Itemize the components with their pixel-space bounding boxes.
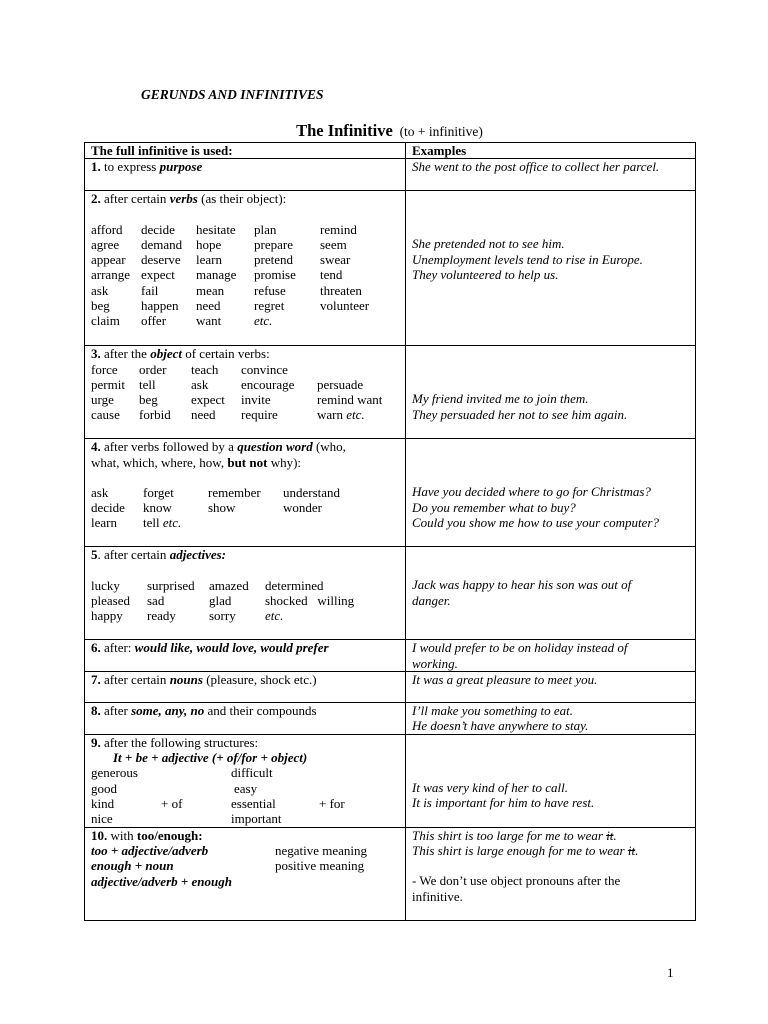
rule-keyword: purpose: [159, 159, 203, 175]
table-row: [85, 346, 696, 439]
word-item: appear: [91, 252, 126, 268]
rule-number: 9.: [91, 734, 101, 750]
word-item: prepare: [254, 236, 293, 252]
word-item: force: [91, 361, 118, 377]
rule-text: after: [100, 702, 132, 718]
example-cell: [406, 547, 696, 640]
word-item: convince: [241, 361, 288, 377]
rule-cell: [85, 734, 406, 827]
rule-text: of certain verbs:: [181, 346, 270, 362]
rule-text: what, which, where, how,: [91, 454, 228, 470]
word-item: remind want: [317, 392, 383, 408]
example-line: Have you decided where to go for Christmas?: [412, 484, 651, 500]
word-item: plan: [254, 221, 277, 237]
adjective-word: difficult: [231, 765, 273, 781]
adjective-word: good: [91, 780, 117, 796]
example-line: He doesn’t have anywhere to stay.: [412, 718, 589, 734]
preposition-label: + of: [161, 796, 183, 812]
rule-keyword: question word: [237, 439, 313, 455]
word-item: teach: [191, 361, 219, 377]
word-item: decide: [91, 500, 125, 516]
word-item: offer: [141, 313, 167, 329]
word-item: remind: [320, 221, 357, 237]
rule-text: after the: [100, 346, 151, 362]
rule-keyword: verbs: [169, 191, 198, 207]
word-item: claim: [91, 313, 120, 329]
rule-text: (pleasure, shock etc.): [202, 671, 317, 687]
rule-number: 8.: [91, 702, 101, 718]
example-line: It is important for him to have rest.: [412, 795, 595, 811]
word-item: glad: [209, 592, 232, 608]
word-item: amazed: [209, 577, 249, 593]
word-item: volunteer: [320, 298, 370, 314]
word-item: warn etc.: [317, 407, 365, 423]
adjective-word-list: [91, 578, 399, 624]
word-item: remember: [208, 484, 261, 500]
word-item: surprised: [147, 577, 195, 593]
word-item: ask: [91, 484, 109, 500]
table-row: [85, 439, 696, 547]
word-item: expect: [141, 267, 175, 283]
rule-number: 5: [91, 547, 98, 563]
word-item: mean: [196, 282, 225, 298]
title-main: The Infinitive: [296, 121, 393, 140]
example-cell: [406, 439, 696, 547]
page-number: 1: [667, 965, 674, 980]
page-title: [84, 123, 695, 139]
rule-number: 6.: [91, 640, 101, 656]
table-row: [85, 734, 696, 827]
word-item: hesitate: [196, 221, 236, 237]
word-item: regret: [254, 298, 285, 314]
word-item: refuse: [254, 282, 286, 298]
table-row: [85, 702, 696, 734]
note-line: infinitive.: [412, 888, 463, 904]
example-line: Could you show me how to use your computer?: [412, 514, 659, 530]
adjective-word: generous: [91, 765, 138, 781]
example-line: Do you remember what to buy?: [412, 499, 576, 515]
adjective-word: easy: [234, 780, 258, 796]
adjective-word: essential: [231, 796, 276, 812]
title-sub: (to + infinitive): [399, 124, 483, 139]
rule-text: (as their object):: [197, 191, 287, 207]
word-item: fail: [141, 282, 159, 298]
word-item: order: [139, 361, 167, 377]
header-usage: The full infinitive is used:: [85, 143, 406, 159]
example-cell: [406, 671, 696, 702]
example-cell: [406, 346, 696, 439]
adjective-word: kind: [91, 796, 115, 812]
header-examples: Examples: [406, 143, 696, 159]
rule-number: 4.: [91, 439, 101, 455]
word-item: [317, 362, 387, 377]
verb-word-list: [91, 485, 399, 531]
rule-number: 10.: [91, 827, 108, 843]
example-line: She pretended not to see him.: [412, 236, 565, 252]
infinitive-table: [84, 142, 696, 921]
example-cell: [406, 827, 696, 920]
structure-formula: adjective/adverb + enough: [91, 873, 232, 889]
word-item: encourage: [241, 376, 295, 392]
rule-cell: [85, 159, 406, 191]
word-item: lucky: [91, 577, 120, 593]
word-item: sad: [147, 592, 165, 608]
word-item: forget: [143, 484, 174, 500]
word-item: threaten: [320, 282, 362, 298]
struck-pronoun: it: [606, 827, 614, 843]
struck-pronoun: it: [627, 843, 636, 859]
table-row: [85, 191, 696, 346]
word-item: demand: [141, 236, 183, 252]
example-cell: [406, 734, 696, 827]
example-line: I’ll make you something to eat.: [412, 702, 574, 718]
example-line: danger.: [412, 592, 451, 608]
word-item: beg: [91, 298, 110, 314]
rule-cell: [85, 640, 406, 672]
word-item: understand: [283, 484, 341, 500]
word-item: tell: [139, 376, 156, 392]
rule-cell: [85, 547, 406, 640]
meaning-label: positive meaning: [275, 858, 365, 874]
rule-number: 1.: [91, 159, 101, 175]
word-item: ready: [147, 608, 176, 624]
example-line: I would prefer to be on holiday instead of: [412, 640, 628, 656]
rule-cell: [85, 191, 406, 346]
rule-keyword: adjectives:: [169, 547, 226, 563]
word-item: shocked willing: [265, 592, 355, 608]
rule-cell: [85, 827, 406, 920]
word-item: learn: [91, 515, 117, 531]
word-item: happy: [91, 608, 123, 624]
rule-number: 2.: [91, 191, 101, 207]
rule-text: after certain: [100, 191, 170, 207]
rule-keyword: but not: [227, 454, 268, 470]
structure-formula: too + adjective/adverb: [91, 843, 209, 859]
word-item: pretend: [254, 252, 293, 268]
example-line: It was very kind of her to call.: [412, 779, 568, 795]
example-line: My friend invited me to join them.: [412, 391, 589, 407]
word-item: permit: [91, 376, 125, 392]
word-item: need: [196, 298, 221, 314]
rule-text: after the following structures:: [100, 734, 259, 750]
rule-text: after verbs followed by a: [100, 439, 238, 455]
word-item: learn: [196, 252, 222, 268]
example-line: She went to the post office to collect her parcel.: [412, 159, 660, 175]
word-item: arrange: [91, 267, 130, 283]
rule-text: why):: [267, 454, 302, 470]
word-item: [208, 515, 283, 530]
rule-keyword: would like, would love, would prefer: [134, 640, 329, 656]
rule-keyword: some, any, no: [131, 702, 205, 718]
word-item: [320, 313, 380, 328]
word-item: decide: [141, 221, 175, 237]
word-item: ask: [91, 282, 109, 298]
rule-cell: [85, 702, 406, 734]
meaning-label: negative meaning: [275, 843, 368, 859]
rule-text: after certain: [100, 671, 170, 687]
word-item: seem: [320, 236, 347, 252]
rule-cell: [85, 439, 406, 547]
rule-text: and their compounds: [204, 702, 317, 718]
rule-cell: [85, 346, 406, 439]
word-item: require: [241, 407, 278, 423]
adjective-word: nice: [91, 811, 113, 827]
example-cell: [406, 191, 696, 346]
table-row: [85, 671, 696, 702]
note-line: - We don’t use object pronouns after the: [412, 873, 621, 889]
example-cell: [406, 159, 696, 191]
word-item: want: [196, 313, 222, 329]
rule-number: 3.: [91, 346, 101, 362]
word-item: know: [143, 500, 172, 516]
example-line: They volunteered to help us.: [412, 266, 559, 282]
word-item: cause: [91, 407, 120, 423]
word-item: etc.: [265, 608, 284, 624]
word-item: happen: [141, 298, 179, 314]
rule-text: to express: [100, 159, 160, 175]
word-item: invite: [241, 392, 271, 408]
structure-word-list: [91, 765, 399, 826]
word-item: pleased: [91, 592, 130, 608]
word-item: show: [208, 500, 236, 516]
word-item: deserve: [141, 252, 181, 268]
word-item: tell etc.: [143, 515, 182, 531]
rule-text: with: [107, 827, 137, 843]
example-line: Unemployment levels tend to rise in Europe.: [412, 251, 643, 267]
word-item: afford: [91, 221, 123, 237]
table-row: [85, 827, 696, 920]
word-item: ask: [191, 376, 209, 392]
rule-text: (who,: [312, 439, 346, 455]
word-item: etc.: [254, 313, 273, 329]
rule-number: 7.: [91, 671, 101, 687]
word-item: need: [191, 407, 216, 423]
example-line: working.: [412, 655, 458, 671]
preposition-label: + for: [319, 796, 345, 812]
rule-cell: [85, 671, 406, 702]
example-cell: [406, 640, 696, 672]
rule-text: after:: [100, 640, 135, 656]
word-item: wonder: [283, 500, 322, 516]
verb-word-list: [91, 222, 399, 329]
word-item: [283, 515, 383, 530]
verb-word-list: [91, 362, 399, 423]
word-item: manage: [196, 267, 237, 283]
word-item: forbid: [139, 407, 171, 423]
word-item: promise: [254, 267, 296, 283]
rule-keyword: object: [150, 346, 182, 362]
example-line: This shirt is large enough for me to wear it.: [412, 843, 639, 859]
table-row: [85, 640, 696, 672]
structure-formula: It + be + adjective (+ of/for + object): [113, 750, 308, 766]
word-item: agree: [91, 236, 120, 252]
word-item: determined: [265, 577, 324, 593]
table-row: [85, 547, 696, 640]
rule-keyword: nouns: [169, 671, 203, 687]
table-header-row: [85, 143, 696, 159]
word-item: hope: [196, 236, 222, 252]
word-item: beg: [139, 392, 158, 408]
word-item: sorry: [209, 608, 236, 624]
word-item: urge: [91, 392, 114, 408]
example-line: Jack was happy to hear his son was out of: [412, 577, 632, 593]
word-item: swear: [320, 252, 351, 268]
table-row: [85, 159, 696, 191]
word-item: tend: [320, 267, 343, 283]
adjective-word: important: [231, 811, 282, 827]
example-line: They persuaded her not to see him again.: [412, 406, 628, 422]
example-line: It was a great pleasure to meet you.: [412, 671, 598, 687]
rule-text: . after certain: [97, 547, 170, 563]
word-item: expect: [191, 392, 225, 408]
document-header: GERUNDS AND INFINITIVES: [141, 87, 324, 102]
rule-keyword: too/enough:: [136, 827, 203, 843]
example-line: This shirt is too large for me to wear it.: [412, 827, 617, 843]
example-cell: [406, 702, 696, 734]
structure-formula: enough + noun: [91, 858, 174, 874]
word-item: persuade: [317, 376, 364, 392]
